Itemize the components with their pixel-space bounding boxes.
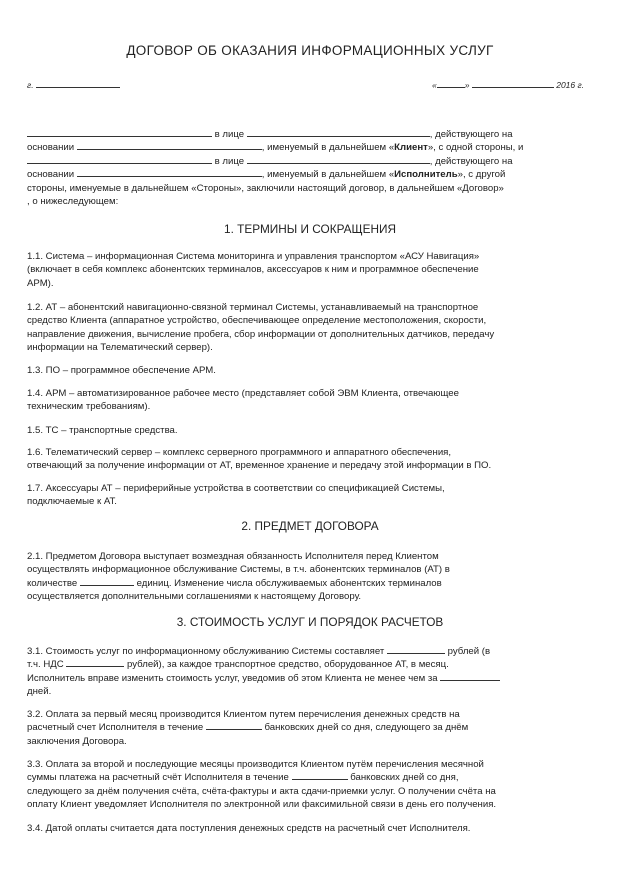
executor-name-blank	[27, 155, 212, 164]
clause-line: 1.2. АТ – абонентский навигационно-связной терминал Системы, устанавливаемый на транспортное	[27, 302, 479, 313]
parties-text: , действующего на	[429, 155, 513, 167]
parties-text: в лице	[214, 129, 245, 140]
clause-text: количестве	[27, 577, 78, 589]
clause-line: подключаемые к АТ.	[27, 496, 117, 508]
clause-line: 2.1. Предметом Договора выступает возмездная обязанность Исполнителя перед Клиентом	[27, 551, 439, 562]
parties-text: основании	[27, 142, 75, 154]
clause-text: единиц. Изменение числа обслуживаемых абонентских терминалов	[136, 577, 442, 589]
clause-line	[27, 771, 587, 784]
executor-basis-blank	[77, 168, 262, 177]
clause-text: т.ч. НДС	[27, 659, 64, 671]
clause-text: суммы платежа на расчетный счёт Исполнителя в течение	[27, 772, 289, 784]
clause-text: рублей (в	[447, 646, 491, 657]
client-rep-blank	[247, 128, 430, 137]
clause-text: банковских дней со дня,	[350, 772, 459, 784]
client-basis-blank	[77, 141, 262, 150]
clause-line	[27, 577, 587, 590]
clause-line: информации на Телематический сервер).	[27, 342, 213, 354]
parties-text: стороны, именуемые в дальнейшем «Стороны», заключили настоящий договор, в дальнейшем «Договор»	[27, 182, 504, 194]
clause-line	[27, 672, 587, 685]
terminal-count-blank	[80, 577, 134, 586]
price-blank	[387, 645, 445, 654]
executor-term: Исполнитель	[394, 169, 458, 181]
clause-line: 1.7. Аксессуары АТ – периферийные устройства в соответствии со спецификацией Системы,	[27, 483, 445, 494]
month-blank	[472, 79, 554, 88]
executor-rep-blank	[247, 155, 430, 164]
parties-text: , действующего на	[429, 129, 513, 140]
parties-text: , именуемый в дальнейшем «	[261, 142, 395, 154]
date-close: »	[464, 80, 470, 90]
city-field	[27, 79, 120, 90]
clause-line: 1.3. ПО – программное обеспечение АРМ.	[27, 365, 216, 376]
section-heading-2: 2. ПРЕДМЕТ ДОГОВОРА	[241, 519, 379, 533]
vat-blank	[66, 658, 124, 667]
clause-line: 3.4. Датой оплаты считается дата поступления денежных средств на расчетный счет Исполнителя.	[27, 823, 471, 834]
date-field	[432, 79, 584, 90]
clause-line: оплату Клиент уведомляет Исполнителя по электронной или факсимильной связи в день его получения.	[27, 799, 497, 811]
clause-line: (включает в себя комплекс абонентских терминалов, аксессуаров к ним и программное обеспечение	[27, 264, 479, 276]
first-payment-days-blank	[206, 721, 262, 730]
clause-line: средство Клиента (аппаратное устройство, обеспечивающее определение местоположения, скорости,	[27, 315, 487, 327]
clause-line: дней.	[27, 686, 52, 698]
parties-text: , о нижеследующем:	[27, 196, 119, 208]
clause-line: следующего за днём получения счёта, счёта-фактуры и акта сдачи-приемки услуг. О получении счёта на	[27, 785, 496, 797]
clause-line: осуществлять информационное обслуживание Системы, в т.ч. абонентских терминалов (АТ) в	[27, 564, 450, 576]
clause-line: АРМ).	[27, 277, 54, 289]
clause-text: банковских дней со дня, следующего за днём	[264, 722, 469, 734]
clause-line: осуществляется дополнительными соглашениями к настоящему Договору.	[27, 591, 362, 603]
clause-line: 1.4. АРМ – автоматизированное рабочее место (представляет собой ЭВМ Клиента, отвечающее	[27, 388, 459, 399]
section-heading-1: 1. ТЕРМИНЫ И СОКРАЩЕНИЯ	[224, 222, 396, 236]
clause-3-2	[27, 708, 587, 748]
parties-text: », с другой	[457, 169, 506, 181]
clause-line: техническим требованиям).	[27, 401, 151, 413]
clause-line: заключения Договора.	[27, 735, 127, 747]
parties-text: в лице	[214, 155, 245, 167]
city-blank	[36, 79, 120, 88]
clause-line: 1.5. ТС – транспортные средства.	[27, 425, 178, 436]
parties-block	[27, 128, 587, 208]
city-prefix: г.	[27, 80, 34, 90]
client-name-blank	[27, 128, 212, 137]
clause-line: 1.1. Система – информационная Система мониторинга и управления транспортом «АСУ Навигация»	[27, 251, 480, 262]
clause-1-1	[27, 250, 587, 290]
clause-1-7	[27, 482, 587, 509]
parties-text: , именуемый в дальнейшем «	[261, 169, 395, 181]
clause-text: 3.1. Стоимость услуг по информационному обслуживанию Системы составляет	[27, 646, 385, 657]
clause-1-6	[27, 446, 587, 473]
parties-text: », с одной стороны, и	[427, 142, 524, 154]
clause-line: отвечающий за получение информации от АТ, временное хранение и передачу этой информации в ПО.	[27, 460, 492, 472]
clause-1-4	[27, 387, 587, 414]
clause-line	[27, 645, 587, 658]
clause-line: 3.2. Оплата за первый месяц производится Клиентом путем перечисления денежных средств на	[27, 709, 460, 720]
date-year: 2016 г.	[556, 80, 585, 90]
clause-text: расчетный счет Исполнителя в течение	[27, 722, 204, 734]
clause-3-1	[27, 645, 587, 699]
parties-text: основании	[27, 169, 75, 181]
date-open: «	[432, 80, 437, 90]
section-heading-3: 3. СТОИМОСТЬ УСЛУГ И ПОРЯДОК РАСЧЕТОВ	[176, 615, 444, 629]
day-blank	[437, 79, 465, 88]
clause-1-2	[27, 301, 587, 355]
clause-line: 1.6. Телематический сервер – комплекс серверного программного и аппаратного обеспечения,	[27, 447, 452, 458]
document-title: ДОГОВОР ОБ ОКАЗАНИЯ ИНФОРМАЦИОННЫХ УСЛУГ	[126, 43, 494, 58]
clause-line: 3.3. Оплата за второй и последующие месяцы производится Клиентом путём перечисления месячной	[27, 759, 484, 770]
client-term: Клиент	[394, 142, 428, 154]
clause-1-5	[27, 424, 587, 437]
clause-text: Исполнитель вправе изменить стоимость услуг, уведомив об этом Клиента не менее чем за	[27, 672, 438, 684]
clause-1-3	[27, 364, 587, 377]
clause-2-1	[27, 550, 587, 604]
clause-3-4	[27, 822, 587, 835]
clause-line: направление движения, вычисление пробега, сбор информации от дополнительных датчиков, передачу	[27, 328, 495, 340]
clause-3-3	[27, 758, 587, 812]
notice-days-blank	[440, 672, 500, 681]
clause-line	[27, 721, 587, 734]
clause-text: рублей), за каждое транспортное средство, оборудованное АТ, в месяц.	[127, 659, 449, 671]
monthly-payment-days-blank	[292, 771, 348, 780]
clause-line	[27, 658, 587, 671]
